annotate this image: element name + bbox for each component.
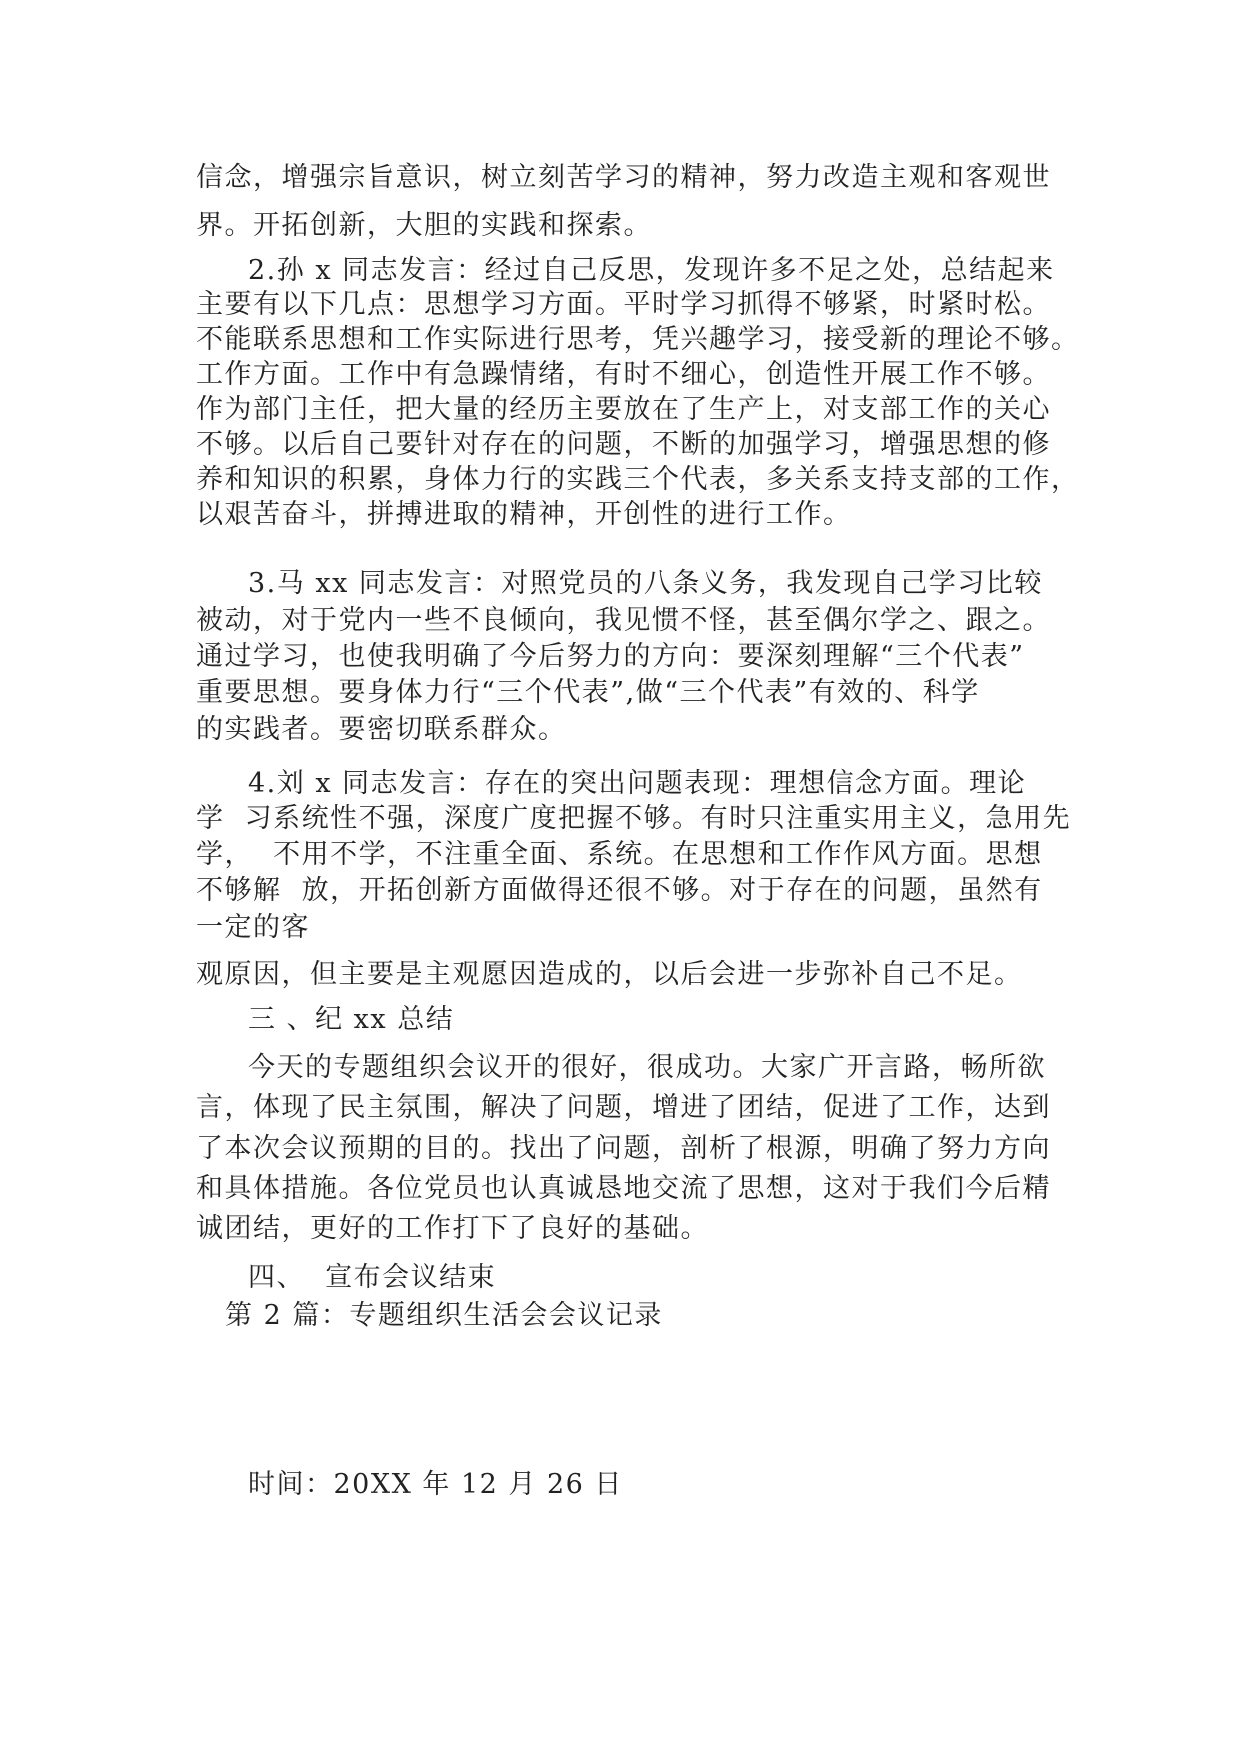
speech3-line-5: 的实践者。要密切联系群众。 — [196, 714, 567, 745]
speech3-line-3: 通过学习，也使我明确了今后努力的方向：要深刻理解“三个代表” — [196, 641, 1025, 672]
summary-line-2: 言，体现了民主氛围，解决了问题，增进了团结，促进了工作，达到 — [196, 1092, 1051, 1123]
speech3-line-1: 3.马 xx 同志发言：对照党员的八条义务，我发现自己学习比较 — [248, 568, 1043, 599]
part2-title: 第 2 篇：专题组织生活会会议记录 — [225, 1300, 663, 1331]
intro-line-1: 信念，增强宗旨意识，树立刻苦学习的精神，努力改造主观和客观世 — [196, 162, 1051, 193]
speech2-line-3: 不能联系思想和工作实际进行思考，凭兴趣学习，接受新的理论不够。 — [196, 324, 1080, 355]
summary-line-4: 和具体措施。各位党员也认真诚恳地交流了思想，这对于我们今后精 — [196, 1173, 1051, 1204]
speech4-line-1: 4.刘 x 同志发言：存在的突出问题表现：理想信念方面。理论 — [248, 768, 1027, 799]
speech3-line-2: 被动，对于党内一些不良倾向，我见惯不怪，甚至偶尔学之、跟之。 — [196, 605, 1051, 636]
summary-line-5: 诚团结，更好的工作打下了良好的基础。 — [196, 1213, 709, 1244]
section4-heading: 四、 宣布会议结束 — [248, 1262, 497, 1293]
speech2-line-6: 不够。以后自己要针对存在的问题，不断的加强学习，增强思想的修 — [196, 429, 1051, 460]
speech4-line-5: 一定的客 — [196, 912, 310, 943]
section3-heading: 三 、纪 xx 总结 — [248, 1004, 455, 1035]
speech2-line-1: 2.孙 x 同志发言：经过自己反思，发现许多不足之处，总结起来 — [248, 255, 1055, 286]
speech4-line-2: 学 习系统性不强，深度广度把握不够。有时只注重实用主义，急用先 — [196, 803, 1072, 834]
summary-line-1: 今天的专题组织会议开的很好，很成功。大家广开言路，畅所欲 — [248, 1052, 1046, 1083]
speech2-line-2: 主要有以下几点：思想学习方面。平时学习抓得不够紧，时紧时松。 — [196, 289, 1051, 320]
speech3-line-4: 重要思想。要身体力行“三个代表”,做“三个代表”有效的、科学 — [196, 677, 980, 708]
intro-line-2: 界。开拓创新，大胆的实践和探索。 — [196, 210, 652, 241]
summary-line-3: 了本次会议预期的目的。找出了问题，剖析了根源，明确了努力方向 — [196, 1133, 1051, 1164]
speech2-line-8: 以艰苦奋斗，拼搏进取的精神，开创性的进行工作。 — [196, 499, 852, 530]
speech2-line-4: 工作方面。工作中有急躁情绪，有时不细心，创造性开展工作不够。 — [196, 359, 1051, 390]
speech4-line-6: 观原因，但主要是主观愿因造成的，以后会进一步弥补自己不足。 — [196, 959, 1023, 990]
speech2-line-7: 养和知识的积累，身体力行的实践三个代表，多关系支持支部的工作， — [196, 464, 1080, 495]
speech4-line-4: 不够解 放，开拓创新方面做得还很不够。对于存在的问题，虽然有 — [196, 875, 1043, 906]
speech4-line-3: 学， 不用不学，不注重全面、系统。在思想和工作作风方面。思想 — [196, 839, 1043, 870]
meeting-time: 时间：20XX 年 12 月 26 日 — [248, 1469, 623, 1500]
speech2-line-5: 作为部门主任，把大量的经历主要放在了生产上，对支部工作的关心 — [196, 394, 1051, 425]
